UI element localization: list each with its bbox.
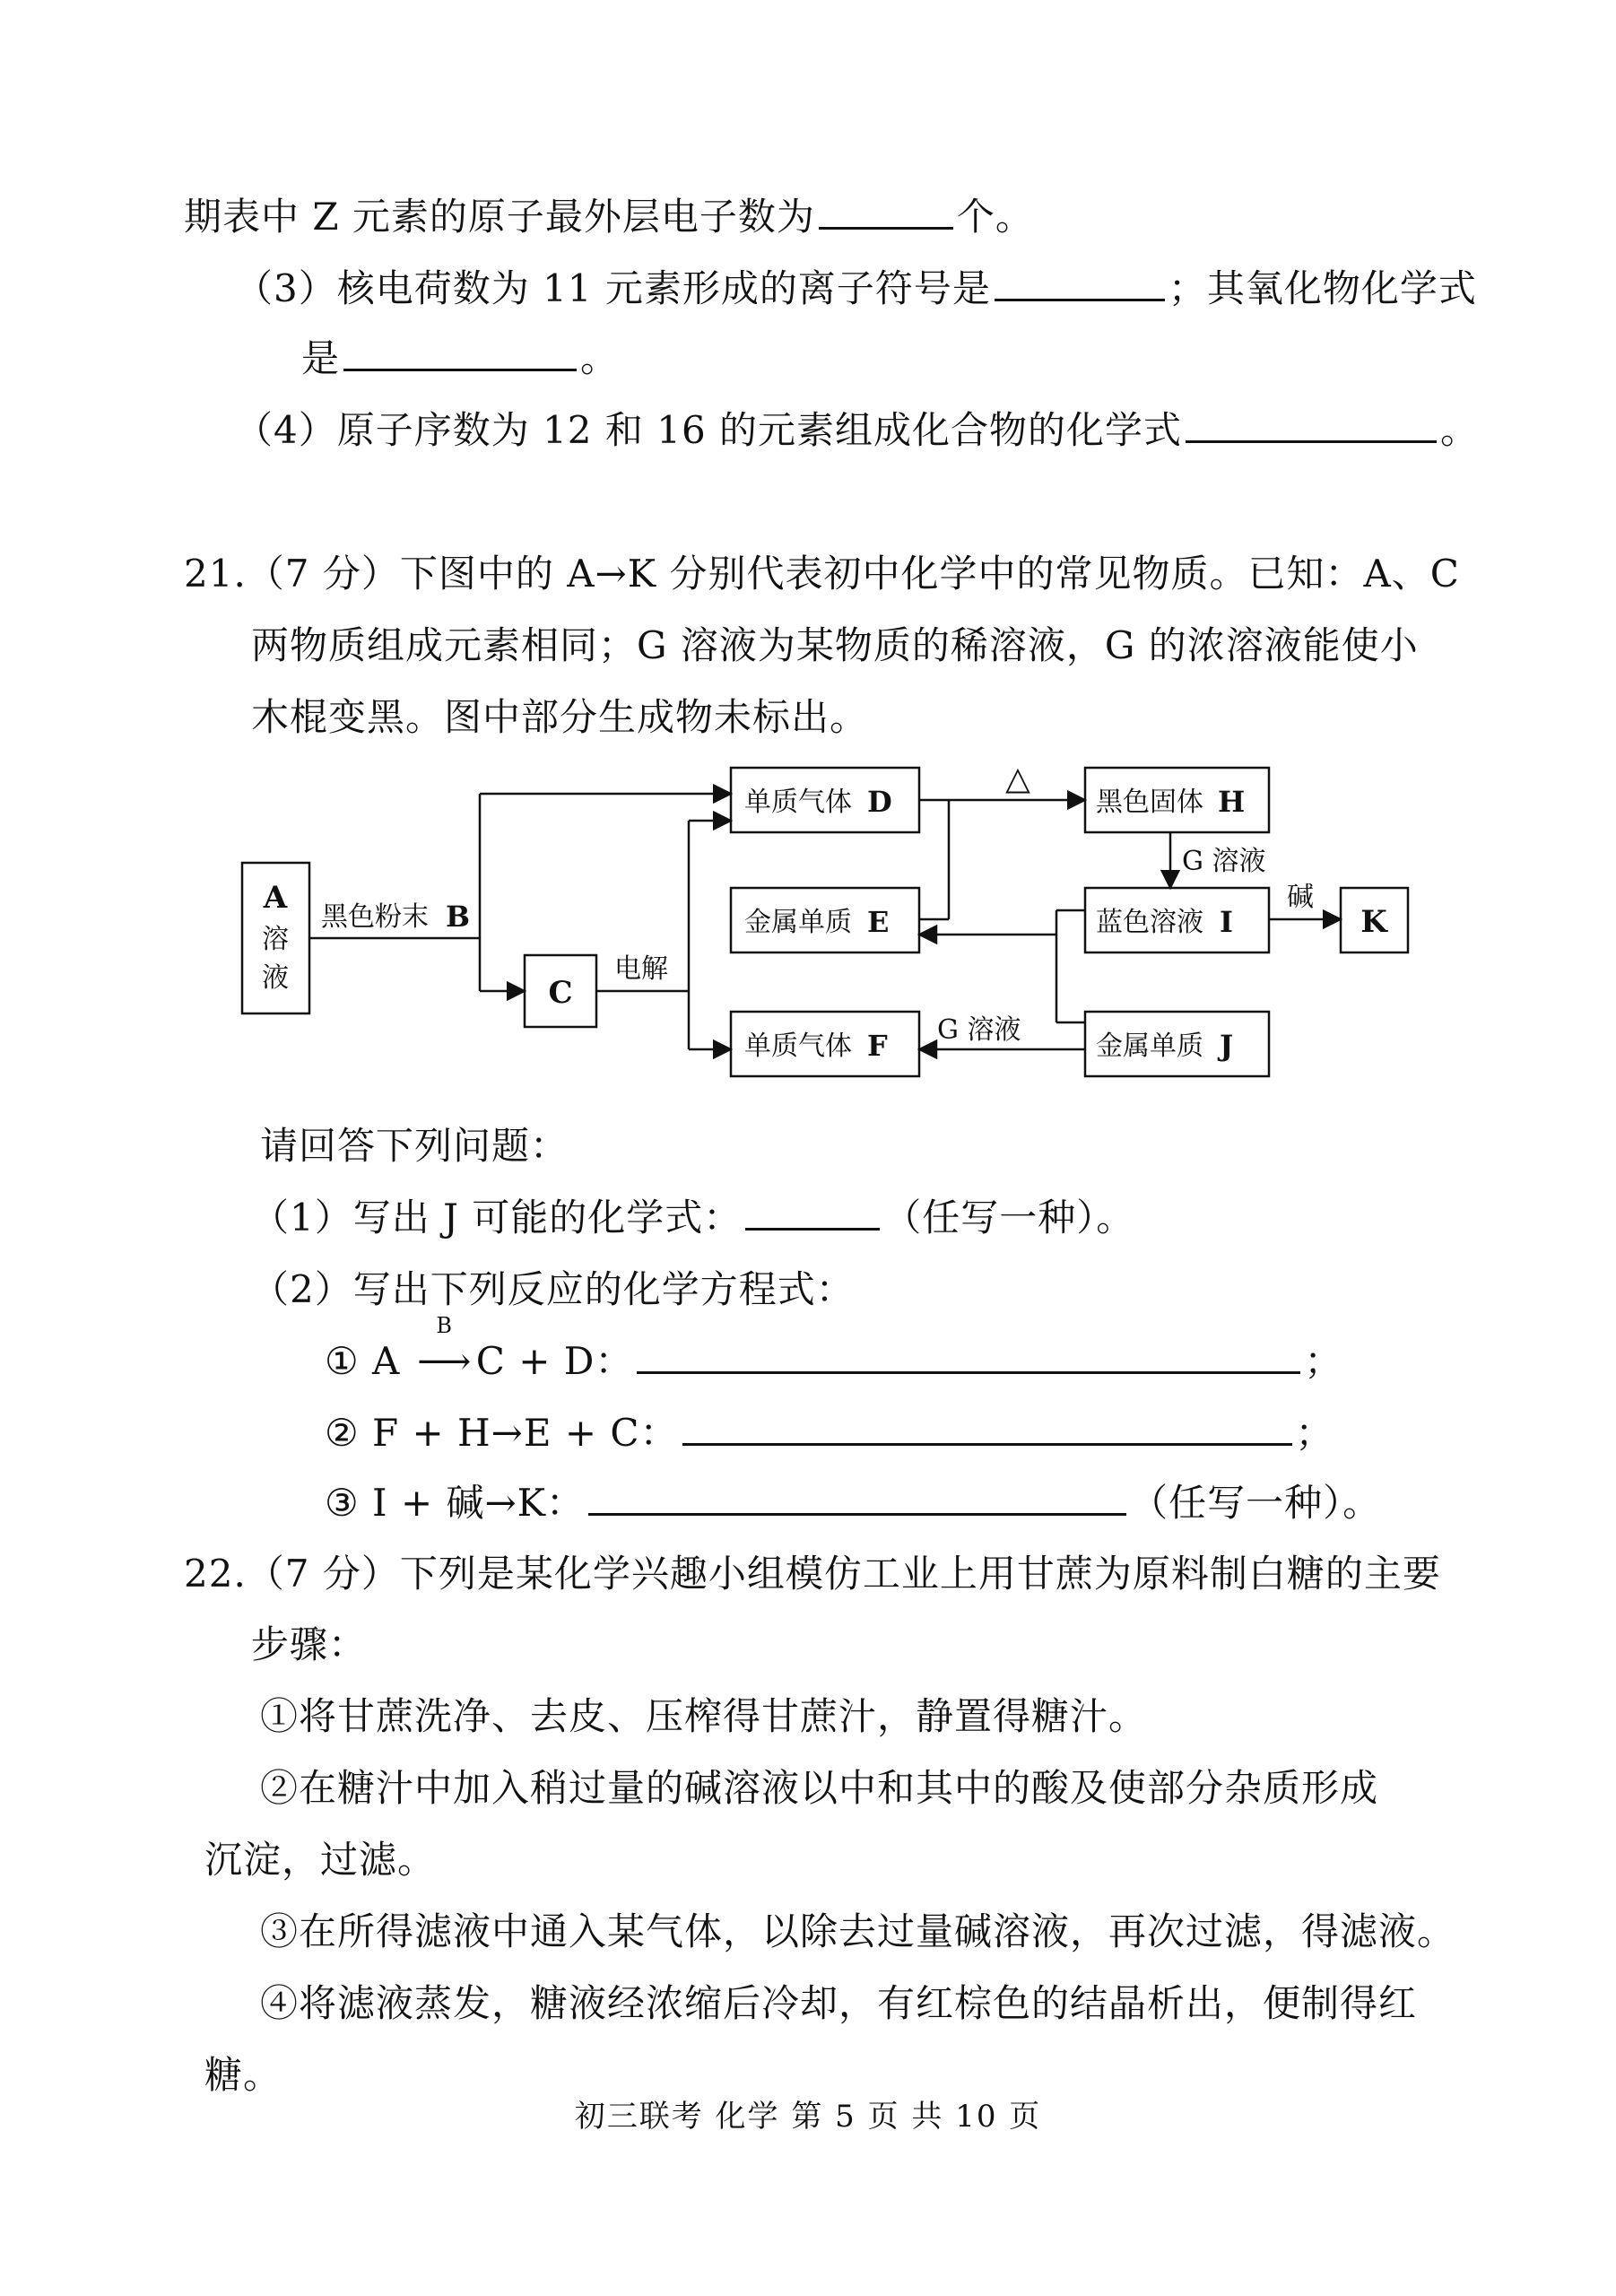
q20-part4-end: 。: [1440, 408, 1480, 452]
q20-line1-text: 期表中 Z 元素的原子最外层电子数为: [184, 195, 815, 239]
answer-blank[interactable]: [588, 1477, 1126, 1516]
label-I-letter: I: [1220, 905, 1233, 939]
q21-part1: [251, 1191, 1134, 1245]
q20-part3-line2-end: 。: [580, 336, 620, 380]
label-F-text: 单质气体: [744, 1031, 852, 1062]
answer-blank[interactable]: [745, 1192, 880, 1231]
q20-part3-line2-text: 是: [301, 336, 341, 380]
label-J-letter: J: [1220, 1029, 1234, 1063]
q22-step-2-line2: 沉淀，过滤。: [204, 1838, 437, 1882]
eq2-text: ② F + H→E + C：: [325, 1411, 679, 1455]
q20-part4-text: （4）原子序数为 12 和 16 的元素组成化合物的化学式: [235, 408, 1183, 452]
label-A-char2: 液: [262, 962, 289, 994]
label-A-letter: A: [263, 880, 288, 916]
eq1-number: ①: [325, 1339, 360, 1383]
label-B-letter: B: [446, 900, 471, 934]
label-H-text: 黑色固体: [1096, 787, 1203, 818]
eq2-end: ；: [1295, 1411, 1334, 1455]
q21-ask: 请回答下列问题：: [260, 1124, 569, 1168]
q21-part2: （2）写出下列反应的化学方程式：: [251, 1267, 855, 1311]
q22-step-4-line1: ④将滤液蒸发，糖液经浓缩后冷却，有红棕色的结晶析出，便制得红: [260, 1981, 1418, 2025]
label-electrolysis: 电解: [614, 953, 668, 985]
q22-step-1: ①将甘蔗洗净、去皮、压榨得甘蔗汁，静置得糖汁。: [260, 1694, 1148, 1738]
label-K-letter: K: [1360, 904, 1387, 940]
label-B-text: 黑色粉末: [321, 901, 429, 933]
q21-part1-text: （1）写出 J 可能的化学式：: [251, 1196, 743, 1239]
eq1-reactant: A: [372, 1339, 401, 1383]
label-F-letter: F: [867, 1029, 888, 1063]
q21-part1-tail: （任写一种）。: [883, 1196, 1135, 1239]
q21-equation-3: [325, 1476, 1381, 1530]
q20-part3-text: （3）核电荷数为 11 元素形成的离子符号是: [235, 266, 991, 310]
answer-blank[interactable]: [637, 1335, 1300, 1374]
eq1-condition: B: [436, 1313, 454, 1338]
q22-step-3: ③在所得滤液中通入某气体，以除去过量碱溶液，再次过滤，得滤液。: [260, 1909, 1456, 1953]
label-D-text: 单质气体: [744, 787, 852, 818]
label-I-text: 蓝色溶液: [1096, 907, 1203, 938]
label-base: 碱: [1287, 882, 1314, 913]
label-C-letter: C: [548, 975, 573, 1011]
q21-stem-line1: 21.（7 分）下图中的 A→K 分别代表初中化学中的常见物质。已知：A、C: [184, 552, 1460, 596]
answer-blank[interactable]: [682, 1407, 1292, 1446]
q22-stem-line2: 步骤：: [251, 1622, 368, 1666]
eq3-text: ③ I + 碱→K：: [325, 1481, 586, 1525]
q22-step-4-line2: 糖。: [204, 2053, 282, 2097]
q20-line1-end: 个。: [956, 195, 1034, 239]
q22-stem-line1: 22.（7 分）下列是某化学兴趣小组模仿工业上用甘蔗为原料制白糖的主要: [184, 1552, 1441, 1596]
eq1-arrow: B ⟶: [413, 1335, 476, 1388]
label-A-char1: 溶: [262, 924, 289, 955]
q21-stem-line2: 两物质组成元素相同；G 溶液为某物质的稀溶液，G 的浓溶液能使小: [251, 623, 1419, 667]
label-E-text: 金属单质: [744, 907, 852, 938]
q21-equation-2: [325, 1406, 1334, 1460]
eq3-end: （任写一种）。: [1130, 1481, 1382, 1525]
q21-stem-line3: 木棍变黑。图中部分生成物未标出。: [251, 695, 869, 739]
eq1-products: C + D：: [475, 1339, 634, 1383]
label-D-letter: D: [867, 785, 892, 819]
page-footer: 初三联考 化学 第 5 页 共 10 页: [574, 2099, 1042, 2135]
eq1-end: ；: [1304, 1339, 1343, 1383]
q21-equation-1: [325, 1313, 1343, 1388]
heat-symbol: △: [1005, 761, 1030, 797]
q20-part3-tail: ；其氧化物化学式: [1168, 266, 1477, 310]
label-G-solution-2: G 溶液: [937, 1014, 1021, 1046]
label-H-letter: H: [1218, 785, 1246, 819]
label-J-text: 金属单质: [1096, 1031, 1203, 1062]
label-E-letter: E: [867, 905, 890, 939]
q22-step-2-line1: ②在糖汁中加入稍过量的碱溶液以中和其中的酸及使部分杂质形成: [260, 1766, 1379, 1810]
label-G-solution-1: G 溶液: [1182, 846, 1266, 877]
